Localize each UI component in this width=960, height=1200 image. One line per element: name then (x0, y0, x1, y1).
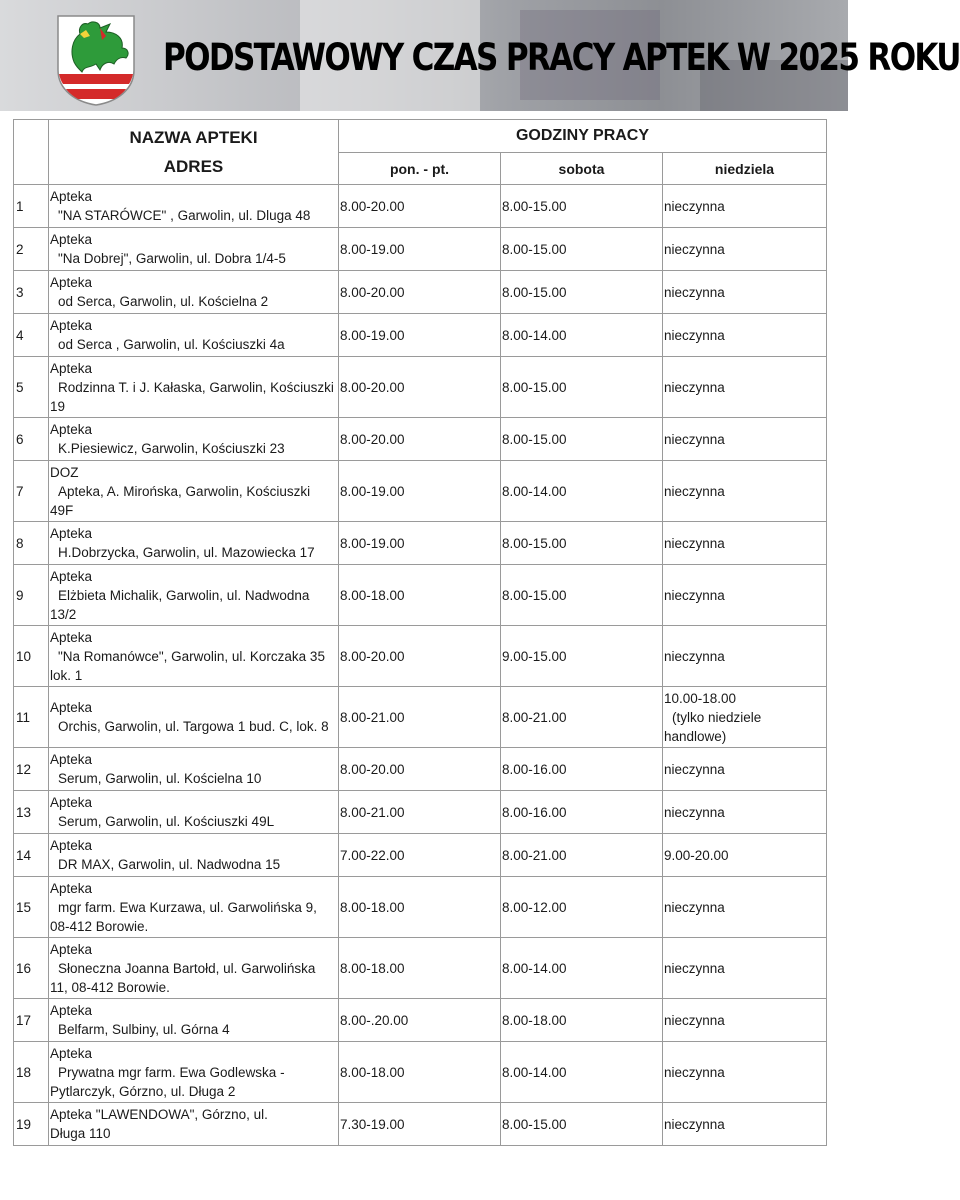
pharmacy-name-address: Elżbieta Michalik, Garwolin, ul. Nadwodna (58, 587, 310, 603)
weekday-hours: 8.00-21.00 (339, 687, 501, 748)
row-number: 7 (14, 461, 49, 522)
page-title: PODSTAWOWY CZAS PRACY APTEK W 2025 ROKU (163, 36, 960, 79)
pharmacy-type: Apteka (50, 700, 93, 715)
pharmacy-name-address: "Na Dobrej", Garwolin, ul. Dobra 1/4-5 (58, 251, 286, 266)
pharmacy-name-address: Orchis, Garwolin, ul. Targowa 1 bud. C, lok. 8 (58, 719, 329, 734)
row-number: 5 (14, 357, 49, 418)
pharmacy-cell (49, 1103, 339, 1146)
pharmacy-name-address: Serum, Garwolin, ul. Kościuszki 49L (58, 814, 275, 829)
saturday-hours: 8.00-15.00 (501, 522, 663, 565)
weekday-hours: 8.00-18.00 (339, 877, 501, 938)
table-row (14, 834, 827, 877)
pharmacy-name-address: Prywatna mgr farm. Ewa Godlewska - (58, 1064, 285, 1080)
sunday-hours (663, 357, 827, 418)
pharmacy-type: Apteka (50, 275, 93, 290)
sunday-hours-value: nieczynna (664, 761, 725, 777)
pharmacy-type: Apteka (50, 795, 93, 810)
table-row (14, 461, 827, 522)
table-row (14, 271, 827, 314)
saturday-hours: 8.00-14.00 (501, 1042, 663, 1103)
pharmacy-type: Apteka (50, 838, 93, 853)
sunday-hours-note: (tylko niedziele (672, 709, 762, 725)
weekday-hours: 8.00-20.00 (339, 271, 501, 314)
pharmacy-name-address: od Serca, Garwolin, ul. Kościelna 2 (58, 294, 269, 309)
weekday-hours: 8.00-20.00 (339, 626, 501, 687)
saturday-hours: 8.00-15.00 (501, 565, 663, 626)
row-number: 19 (14, 1103, 49, 1146)
pharmacy-name-address: H.Dobrzycka, Garwolin, ul. Mazowiecka 17 (58, 545, 315, 560)
sunday-hours-value: nieczynna (664, 327, 725, 343)
weekday-hours: 8.00-18.00 (339, 938, 501, 999)
sunday-hours-value: nieczynna (664, 1012, 725, 1028)
row-number: 4 (14, 314, 49, 357)
sunday-hours (663, 626, 827, 687)
weekday-hours: 8.00-21.00 (339, 791, 501, 834)
pharmacy-type: Apteka "LAWENDOWA", Górzno, ul. (50, 1107, 268, 1122)
weekday-hours: 8.00-20.00 (339, 185, 501, 228)
sunday-hours-value: 9.00-20.00 (664, 847, 729, 863)
table-row (14, 791, 827, 834)
pharmacy-type: Apteka (50, 1045, 93, 1061)
table-row (14, 314, 827, 357)
column-header-number (14, 120, 49, 185)
pharmacy-cell (49, 418, 339, 461)
row-number: 14 (14, 834, 49, 877)
row-number: 6 (14, 418, 49, 461)
pharmacy-cell (49, 834, 339, 877)
sunday-hours-value: nieczynna (664, 379, 725, 395)
table-row (14, 938, 827, 999)
saturday-hours: 8.00-16.00 (501, 748, 663, 791)
saturday-hours: 8.00-15.00 (501, 418, 663, 461)
sunday-hours (663, 418, 827, 461)
sunday-hours (663, 877, 827, 938)
sunday-hours-value: nieczynna (664, 648, 725, 664)
pharmacy-name-address: "Na Romanówce", Garwolin, ul. Korczaka 35 (58, 648, 325, 664)
weekday-hours: 8.00-19.00 (339, 314, 501, 357)
sunday-hours-value: nieczynna (664, 198, 725, 214)
table-row (14, 565, 827, 626)
weekday-hours: 8.00-19.00 (339, 228, 501, 271)
pharmacy-type: Apteka (50, 526, 93, 541)
saturday-hours: 8.00-14.00 (501, 938, 663, 999)
pharmacy-name-address: DR MAX, Garwolin, ul. Nadwodna 15 (58, 857, 281, 872)
pharmacy-type: Apteka (50, 318, 93, 333)
pharmacy-name-address: "NA STARÓWCE" , Garwolin, ul. Dluga 48 (58, 208, 311, 223)
saturday-hours: 8.00-21.00 (501, 687, 663, 748)
saturday-hours: 8.00-14.00 (501, 314, 663, 357)
sunday-hours-value: nieczynna (664, 587, 725, 603)
weekday-hours: 7.00-22.00 (339, 834, 501, 877)
pharmacy-cell (49, 748, 339, 791)
row-number: 13 (14, 791, 49, 834)
sunday-hours (663, 791, 827, 834)
saturday-hours: 8.00-15.00 (501, 185, 663, 228)
row-number: 17 (14, 999, 49, 1042)
pharmacy-hours-table (13, 119, 827, 1146)
pharmacy-name-address: od Serca , Garwolin, ul. Kościuszki 4a (58, 337, 285, 352)
row-number: 2 (14, 228, 49, 271)
sunday-hours (663, 834, 827, 877)
pharmacy-name-address: Apteka, A. Mirońska, Garwolin, Kościuszki (58, 483, 311, 499)
row-number: 9 (14, 565, 49, 626)
sunday-hours (663, 185, 827, 228)
column-group-hours: GODZINY PRACY (339, 120, 827, 153)
sunday-hours (663, 1103, 827, 1146)
pharmacy-cell (49, 791, 339, 834)
pharmacy-name-address: mgr farm. Ewa Kurzawa, ul. Garwolińska 9, (58, 899, 317, 915)
pharmacy-cell (49, 565, 339, 626)
pharmacy-type: DOZ (50, 464, 79, 480)
pharmacy-name-address: Długa 110 (50, 1126, 111, 1141)
header-banner (0, 0, 960, 111)
weekday-hours: 8.00-20.00 (339, 748, 501, 791)
pharmacy-type: Apteka (50, 189, 93, 204)
weekday-hours: 8.00-18.00 (339, 565, 501, 626)
column-header-saturday: sobota (501, 153, 663, 185)
garwolin-county-crest-icon (56, 14, 136, 106)
pharmacy-cell (49, 687, 339, 748)
pharmacy-cell (49, 1042, 339, 1103)
saturday-hours: 8.00-21.00 (501, 834, 663, 877)
pharmacy-type: Apteka (50, 568, 93, 584)
table-body (14, 185, 827, 1146)
sunday-hours-value: 10.00-18.00 (664, 690, 737, 706)
pharmacy-cell (49, 461, 339, 522)
pharmacy-name-address: Belfarm, Sulbiny, ul. Górna 4 (58, 1022, 230, 1037)
sunday-hours-value: nieczynna (664, 431, 725, 447)
sunday-hours (663, 565, 827, 626)
pharmacy-address-continued: lok. 1 (50, 667, 83, 683)
row-number: 16 (14, 938, 49, 999)
pharmacy-address-continued: 19 (50, 398, 66, 414)
pharmacy-type: Apteka (50, 422, 93, 437)
pharmacy-type: Apteka (50, 360, 93, 376)
pharmacy-type: Apteka (50, 232, 93, 247)
pharmacy-cell (49, 999, 339, 1042)
sunday-hours-value: nieczynna (664, 960, 725, 976)
row-number: 8 (14, 522, 49, 565)
row-number: 11 (14, 687, 49, 748)
pharmacy-cell (49, 271, 339, 314)
pharmacy-cell (49, 357, 339, 418)
table-row (14, 1103, 827, 1146)
pharmacy-type: Apteka (50, 1003, 93, 1018)
pharmacy-type: Apteka (50, 941, 93, 957)
row-number: 1 (14, 185, 49, 228)
saturday-hours: 8.00-15.00 (501, 1103, 663, 1146)
pharmacy-cell (49, 314, 339, 357)
saturday-hours: 8.00-12.00 (501, 877, 663, 938)
row-number: 15 (14, 877, 49, 938)
saturday-hours: 8.00-15.00 (501, 228, 663, 271)
table-row (14, 626, 827, 687)
saturday-hours: 8.00-16.00 (501, 791, 663, 834)
sunday-hours (663, 522, 827, 565)
pharmacy-address-continued: 08-412 Borowie. (50, 918, 149, 934)
weekday-hours: 8.00-20.00 (339, 357, 501, 418)
saturday-hours: 8.00-18.00 (501, 999, 663, 1042)
pharmacy-cell (49, 877, 339, 938)
sunday-hours (663, 938, 827, 999)
row-number: 3 (14, 271, 49, 314)
sunday-hours-value: nieczynna (664, 483, 725, 499)
row-number: 10 (14, 626, 49, 687)
sunday-hours-value: nieczynna (664, 241, 725, 257)
weekday-hours: 7.30-19.00 (339, 1103, 501, 1146)
saturday-hours: 8.00-15.00 (501, 271, 663, 314)
table-row (14, 999, 827, 1042)
pharmacy-name-address: Słoneczna Joanna Bartołd, ul. Garwolińska (58, 960, 316, 976)
sunday-hours-note-continued: handlowe) (664, 728, 727, 744)
pharmacy-name-address: K.Piesiewicz, Garwolin, Kościuszki 23 (58, 441, 285, 456)
sunday-hours-value: nieczynna (664, 899, 725, 915)
sunday-hours (663, 687, 827, 748)
column-header-weekdays: pon. - pt. (339, 153, 501, 185)
pharmacy-cell (49, 228, 339, 271)
pharmacy-cell (49, 185, 339, 228)
sunday-hours (663, 1042, 827, 1103)
pharmacy-address-continued: 13/2 (50, 606, 77, 622)
pharmacy-type: Apteka (50, 880, 93, 896)
weekday-hours: 8.00-19.00 (339, 522, 501, 565)
saturday-hours: 8.00-15.00 (501, 357, 663, 418)
sunday-hours-value: nieczynna (664, 804, 725, 820)
saturday-hours: 9.00-15.00 (501, 626, 663, 687)
sunday-hours (663, 314, 827, 357)
sunday-hours (663, 999, 827, 1042)
pharmacy-name-address: Rodzinna T. i J. Kałaska, Garwolin, Kościuszki (58, 379, 334, 395)
sunday-hours (663, 461, 827, 522)
table-row (14, 418, 827, 461)
pharmacy-cell (49, 938, 339, 999)
weekday-hours: 8.00-19.00 (339, 461, 501, 522)
table-row (14, 228, 827, 271)
sunday-hours-value: nieczynna (664, 1064, 725, 1080)
weekday-hours: 8.00-.20.00 (339, 999, 501, 1042)
sunday-hours (663, 228, 827, 271)
pharmacy-address-continued: 49F (50, 502, 74, 518)
sunday-hours (663, 748, 827, 791)
table-row (14, 185, 827, 228)
saturday-hours: 8.00-14.00 (501, 461, 663, 522)
table-row (14, 687, 827, 748)
table-row (14, 357, 827, 418)
column-header-name (49, 120, 339, 185)
table-row (14, 1042, 827, 1103)
weekday-hours: 8.00-18.00 (339, 1042, 501, 1103)
sunday-hours (663, 271, 827, 314)
table-row (14, 522, 827, 565)
pharmacy-address-continued: Pytlarczyk, Górzno, ul. Długa 2 (50, 1083, 236, 1099)
column-header-address-line: ADRES (163, 157, 224, 176)
table-row (14, 877, 827, 938)
pharmacy-address-continued: 11, 08-412 Borowie. (50, 979, 170, 995)
sunday-hours-value: nieczynna (664, 1116, 725, 1132)
pharmacy-type: Apteka (50, 752, 93, 767)
table-row (14, 748, 827, 791)
row-number: 12 (14, 748, 49, 791)
row-number: 18 (14, 1042, 49, 1103)
pharmacy-name-address: Serum, Garwolin, ul. Kościelna 10 (58, 771, 262, 786)
pharmacy-type: Apteka (50, 629, 93, 645)
weekday-hours: 8.00-20.00 (339, 418, 501, 461)
sunday-hours-value: nieczynna (664, 284, 725, 300)
pharmacy-cell (49, 626, 339, 687)
column-header-name-line: NAZWA APTEKI (129, 128, 258, 147)
pharmacy-cell (49, 522, 339, 565)
sunday-hours-value: nieczynna (664, 535, 725, 551)
column-header-sunday: niedziela (663, 153, 827, 185)
